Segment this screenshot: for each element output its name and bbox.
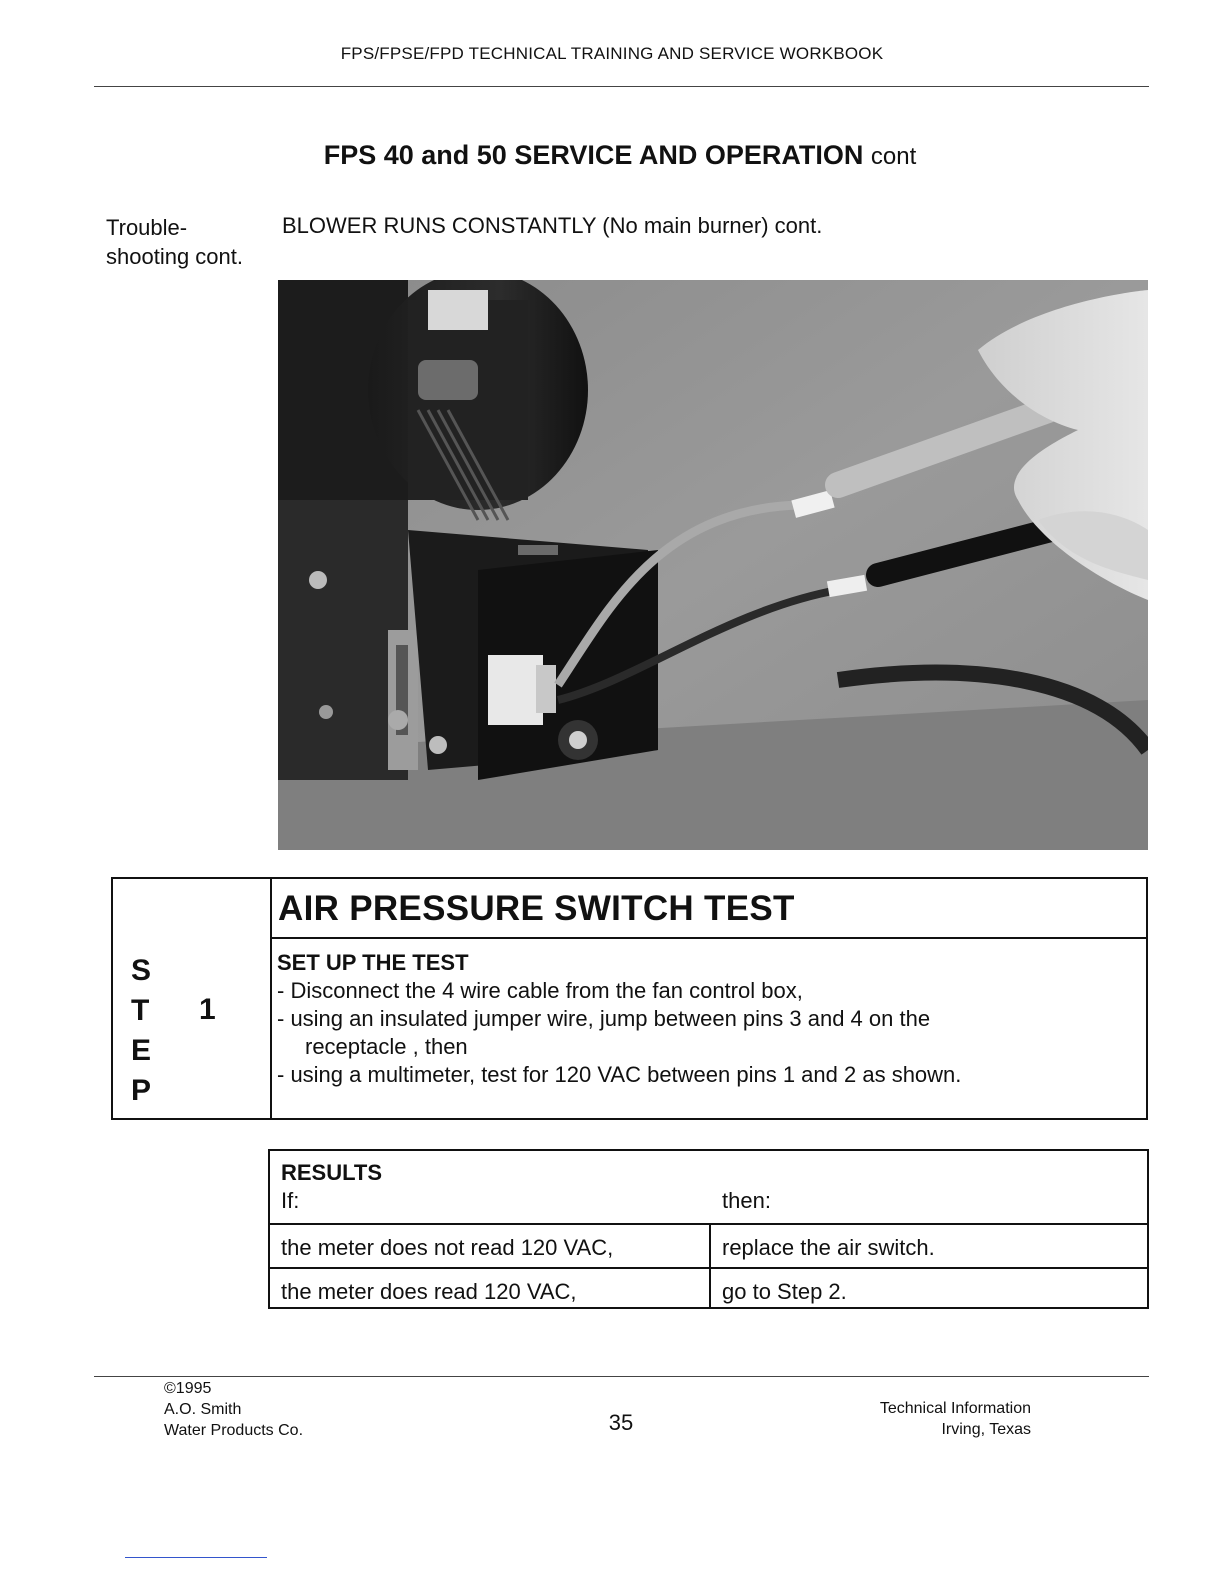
footer-location (880, 1398, 1031, 1440)
header-rule (94, 86, 1149, 87)
side-label (106, 213, 243, 271)
step-line: - using a multimeter, test for 120 VAC between pins 1 and 2 as shown. (277, 1062, 962, 1087)
results-then-cell: replace the air switch. (722, 1235, 935, 1260)
step-letter: T (131, 994, 150, 1027)
footer-line: Technical Information (879, 1400, 1031, 1417)
footer-rule (94, 1376, 1149, 1377)
results-if-cell: the meter does read 120 VAC, (281, 1279, 577, 1304)
results-column-divider (709, 1223, 711, 1307)
results-heading: RESULTS (281, 1160, 383, 1185)
step-number: 1 (199, 993, 216, 1026)
footer-line: A.O. Smith (164, 1401, 242, 1418)
results-if-label: If: (281, 1188, 300, 1213)
results-table (268, 1149, 1149, 1309)
footer-line: Water Products Co. (164, 1422, 304, 1439)
side-label-line: shooting cont. (106, 244, 243, 269)
step-box (111, 877, 1148, 1120)
page-title-suffix: cont (870, 143, 917, 170)
side-label-line: Trouble- (106, 215, 188, 240)
footer-line: ©1995 (164, 1380, 212, 1397)
step-heading: AIR PRESSURE SWITCH TEST (278, 889, 795, 928)
step-subheading: SET UP THE TEST (277, 950, 469, 975)
step-letter: E (131, 1034, 152, 1067)
results-then-label: then: (722, 1188, 771, 1213)
page-title-main: FPS 40 and 50 SERVICE AND OPERATION (323, 140, 864, 170)
step-heading-rule (270, 937, 1146, 939)
step-instructions (277, 949, 961, 1089)
results-if-cell: the meter does not read 120 VAC, (281, 1235, 614, 1260)
step-line: - Disconnect the 4 wire cable from the fan control box, (277, 978, 803, 1003)
page-title (0, 140, 1224, 171)
step-line: receptacle , then (305, 1034, 468, 1059)
page-number: 35 (608, 1410, 634, 1435)
step-line: - using an insulated jumper wire, jump between pins 3 and 4 on the (277, 1006, 931, 1031)
step-letter: P (131, 1074, 152, 1107)
test-photo (278, 280, 1148, 850)
step-column-divider (270, 879, 272, 1118)
step-vertical-label (131, 951, 151, 1111)
blue-underline-mark (125, 1557, 267, 1558)
footer-line: Irving, Texas (941, 1421, 1031, 1438)
section-subtitle: BLOWER RUNS CONSTANTLY (No main burner) cont. (282, 213, 823, 238)
running-header: FPS/FPSE/FPD TECHNICAL TRAINING AND SERVICE WORKBOOK (340, 44, 884, 63)
results-then-cell: go to Step 2. (722, 1279, 847, 1304)
step-letter: S (131, 954, 152, 987)
